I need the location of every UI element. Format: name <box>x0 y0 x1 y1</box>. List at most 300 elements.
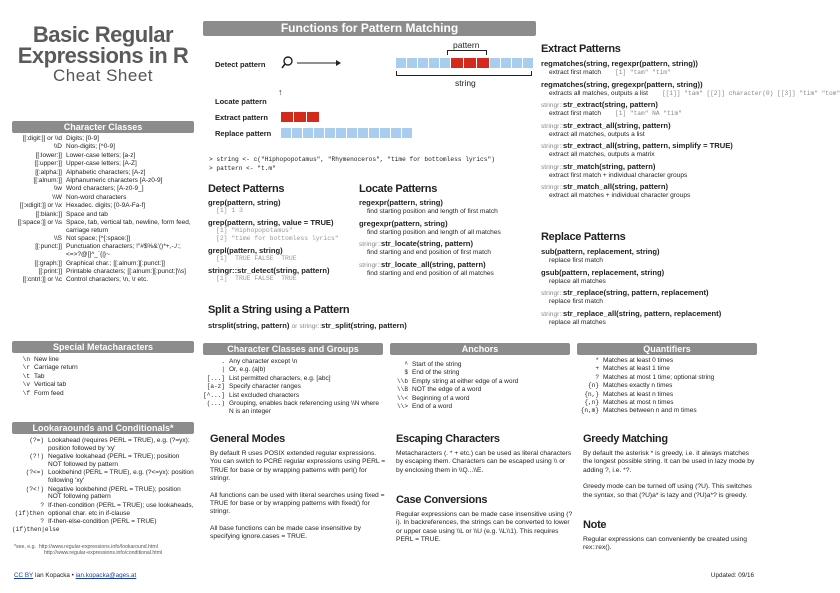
row-value: Empty string at either edge of a word <box>412 377 519 385</box>
pattern-diagram <box>203 38 536 148</box>
pattern-bracket <box>447 50 487 55</box>
table-row <box>12 194 194 202</box>
row-value: Matches at least 1 time <box>603 365 670 373</box>
table-row <box>390 361 570 369</box>
table-row <box>390 386 570 394</box>
row-value: Negative lookbehind (PERL = TRUE); position NOT following pattern <box>48 485 181 501</box>
string-cell <box>380 128 390 138</box>
table-row <box>12 160 194 168</box>
row-key: \n <box>22 356 30 363</box>
description-text: extract first match <box>549 110 602 117</box>
row-key: [^...] <box>203 391 225 399</box>
description-text: find starting position and length of first match <box>367 208 498 215</box>
general-modes-text: By default R uses POSIX extended regular expressions. You can switch to PCRE regular expressions using PERL = TRUE for base or by wrapping patterns with perl() for stringr. All functions can be used with literal searches using fixed = TRUE for base or by wrapping patterns with fixed() for stringr. All base functions can be made case insensitive by specifying ignore.cases = TRUE. <box>210 450 386 541</box>
quantifiers-header: Quantifiers <box>577 343 757 355</box>
function-name: regmatches(string, regexpr(pattern, string)) <box>541 59 698 68</box>
locate-patterns-title: Locate Patterns <box>359 183 438 195</box>
table-row <box>577 374 757 382</box>
function-item <box>541 121 763 139</box>
function-signature <box>541 141 763 151</box>
split-title: Split a String using a Pattern <box>208 304 350 316</box>
row-value: List excluded characters <box>229 391 300 399</box>
description-text: extract all matches, outputs a matrix <box>549 151 655 158</box>
function-name: stringr::str_detect(string, pattern) <box>208 266 330 275</box>
table-row <box>390 395 570 403</box>
row-value: If-then-condition (PERL = TRUE); use lookaheads, optional char. etc in if-clause <box>48 501 194 517</box>
row-value: Lookbehind (PERL = TRUE), e.g. (?<=yx): position following 'xy' <box>48 469 194 485</box>
function-prefix: stringr:: <box>541 184 563 191</box>
table-row <box>12 390 194 398</box>
table-row <box>577 365 757 373</box>
description-text: find starting position and length of all matches <box>367 228 501 236</box>
function-signature <box>541 59 763 69</box>
table-row <box>577 407 757 415</box>
row-value: New line <box>34 356 59 363</box>
row-value: Matches at most n times <box>603 398 674 406</box>
function-item <box>541 162 763 180</box>
table-row <box>12 502 194 518</box>
function-description <box>541 131 763 139</box>
row-value: Grouping, enables back referencing using \\N where N is an integer <box>229 399 379 415</box>
function-description <box>541 319 763 327</box>
function-signature <box>359 198 537 208</box>
function-description <box>541 69 763 77</box>
table-row <box>390 403 570 411</box>
row-key: [[:lower:]] <box>35 151 62 159</box>
row-key: + <box>595 365 599 373</box>
locate-pattern-label: Locate pattern <box>215 97 267 106</box>
function-prefix: stringr:: <box>541 122 563 130</box>
description-text: find starting and end position of first match <box>367 249 491 256</box>
table-row <box>12 211 194 219</box>
function-signature <box>541 100 763 110</box>
row-value: Graphical char.; [[:alnum:][:punct:]] <box>66 259 165 267</box>
table-row <box>577 357 757 365</box>
groups-header: Character Classes and Groups <box>203 343 383 355</box>
row-key: [[:blank:]] <box>35 210 62 218</box>
string-cell <box>396 58 406 68</box>
description-text: find starting and end position of all matches <box>367 269 494 277</box>
function-output: [1] TRUE FALSE TRUE <box>216 255 297 262</box>
replace-patterns-title: Replace Patterns <box>541 231 626 243</box>
anchors-header: Anchors <box>390 343 570 355</box>
function-description <box>359 208 537 216</box>
table-row <box>390 378 570 386</box>
replace-pattern-label: Replace pattern <box>215 129 272 138</box>
function-name: regexpr(pattern, string) <box>359 198 443 207</box>
row-value: Non-word characters <box>66 193 127 201</box>
table-row <box>12 437 194 453</box>
string-cells <box>396 58 534 68</box>
row-key: \f <box>22 389 30 397</box>
magnifier-icon <box>281 56 341 75</box>
function-prefix: stringr:: <box>359 241 381 248</box>
function-description <box>359 249 537 257</box>
author: Ian Kopacka <box>34 572 70 579</box>
function-prefix: stringr:: <box>359 261 381 269</box>
table-row <box>12 364 194 372</box>
function-signature <box>541 288 763 298</box>
table-row <box>203 366 383 374</box>
character-classes-header: Character Classes <box>12 121 194 133</box>
row-value: Matches exactly n times <box>603 382 673 390</box>
replace-patterns-list <box>541 247 763 329</box>
title-line1: Basic Regular <box>32 22 174 47</box>
function-output: [1] "Hiphopopotamus" [2] "time for bottomless lyrics" <box>216 227 339 242</box>
function-name: grepl(pattern, string) <box>208 246 283 255</box>
string-cell <box>523 58 533 68</box>
function-item <box>359 198 537 216</box>
function-name: str_match(string, pattern) <box>562 161 656 171</box>
string-cell <box>440 58 450 68</box>
table-row <box>12 243 194 259</box>
description-text: extracts all matches, outputs a list <box>549 89 648 97</box>
function-description <box>541 278 763 286</box>
row-key: \\B <box>397 386 408 394</box>
row-key: [[:alpha:]] <box>35 168 62 176</box>
function-name: gregexpr(pattern, string) <box>359 218 448 228</box>
string-cell <box>307 112 319 122</box>
table-row <box>12 486 194 502</box>
function-item <box>541 141 763 159</box>
lookarounds-header: Lookaraounds and Conditionals* <box>12 422 194 434</box>
description-text: extract all matches, outputs a list <box>549 130 645 138</box>
table-row <box>577 391 757 399</box>
description-text: replace first match <box>549 298 603 305</box>
functions-header: Functions for Pattern Matching <box>203 21 536 36</box>
function-signature <box>541 162 763 172</box>
row-value: List permitted characters, e.g. [abc] <box>229 374 331 382</box>
row-value: Matches between n and m times <box>603 407 697 415</box>
function-description <box>541 192 763 200</box>
function-prefix: stringr:: <box>541 163 563 171</box>
note-title: Note <box>583 519 607 531</box>
function-name: str_locate_all(string, pattern) <box>380 259 486 269</box>
email-link[interactable]: ian.kopacka@ages.at <box>75 572 137 579</box>
function-signature <box>359 260 537 270</box>
page-title <box>12 24 194 86</box>
case-conversions-text: Regular expressions can be made case insensitive using (?i). In backreferences, the strings can be converted to lower or upper case using \\L or \\U (e.g. \\L\\1). This requires PERL = TRUE. <box>396 511 573 544</box>
table-row <box>12 453 194 469</box>
row-key: \\b <box>397 377 408 385</box>
table-row <box>12 177 194 185</box>
subtitle: Cheat Sheet <box>52 66 153 85</box>
function-prefix: stringr:: <box>541 143 563 150</box>
row-key: ?(if)then|else <box>12 517 60 533</box>
string-bracket <box>396 71 532 76</box>
groups-table <box>203 358 383 416</box>
row-key: ^ <box>404 361 408 368</box>
table-row <box>203 392 383 400</box>
row-value: Start of the string <box>412 361 462 368</box>
row-value: Digits; [0-9] <box>66 135 99 142</box>
function-signature <box>541 80 763 90</box>
row-value: Beginning of a word <box>412 394 470 402</box>
string-cell <box>477 58 489 68</box>
detect-item <box>208 218 358 243</box>
function-description <box>541 89 840 98</box>
function-name: str_locate(string, pattern) <box>380 239 473 248</box>
function-output: [1] "tam" NA "tim" <box>615 110 682 117</box>
table-row <box>12 235 194 243</box>
row-key: [[:upper:]] <box>34 160 62 168</box>
lookaround-note: *see, e.g. http://www.regular-expressions.info/lookaround.html http://www.regular-expressions.info/conditional.html <box>14 544 163 557</box>
function-item <box>541 100 763 118</box>
table-row <box>12 260 194 268</box>
detect-item <box>208 246 358 263</box>
function-signature <box>541 309 763 319</box>
row-value: Specify character ranges <box>229 383 301 391</box>
row-key: \t <box>22 372 30 380</box>
function-name: gsub(pattern, replacement, string) <box>541 267 665 277</box>
row-key: \r <box>22 364 30 372</box>
greedy-matching-text: By default the asterisk * is greedy, i.e. it always matches the longest possible string. It can be used in lazy mode by adding ?, i.e. *?. Greedy mode can be turned off using (?U). This switches the syntax, so that (?U)a* is lazy and (?U)a*? is greedy. <box>583 450 755 499</box>
table-row <box>12 469 194 485</box>
row-key: [...] <box>206 374 225 382</box>
row-key: {n} <box>588 382 599 390</box>
string-cell <box>402 128 412 138</box>
table-row <box>12 202 194 210</box>
special-metacharacters-table <box>12 356 194 398</box>
function-item <box>541 309 763 327</box>
row-key: . <box>221 358 225 365</box>
row-key: (?<!) <box>25 485 44 493</box>
row-value: Word characters; [A-z0-9_] <box>66 185 144 193</box>
extract-pattern-label: Extract pattern <box>215 113 268 122</box>
row-key: ? <box>595 373 599 381</box>
lookarounds-table <box>12 437 194 534</box>
table-row <box>203 358 383 366</box>
string-cell <box>303 128 313 138</box>
row-key: [[:space:]] or \\s <box>17 218 62 226</box>
table-row <box>12 518 194 534</box>
table-row <box>12 169 194 177</box>
row-key: {n,m} <box>580 407 599 415</box>
description-text: extract first match + individual character groups <box>549 171 688 179</box>
extract-patterns-title: Extract Patterns <box>541 43 621 55</box>
string-cell <box>407 58 417 68</box>
extract-patterns-list <box>541 59 840 203</box>
function-name: sub(pattern, replacement, string) <box>541 247 660 256</box>
string-cell <box>501 58 511 68</box>
extract-cells <box>281 112 320 122</box>
split-functions: strsplit(string, pattern) or stringr::str_split(string, pattern) <box>208 321 407 330</box>
string-cell <box>512 58 522 68</box>
row-value: End of a word <box>412 402 453 410</box>
description-text: extract all matches + individual character groups <box>549 192 691 199</box>
function-signature <box>541 247 763 257</box>
row-key: * <box>595 357 599 364</box>
function-item <box>541 288 763 306</box>
function-prefix: stringr:: <box>541 102 563 109</box>
pattern-label: pattern <box>453 40 480 50</box>
function-signature <box>359 219 537 229</box>
table-row <box>12 152 194 160</box>
row-value: Space and tab <box>66 210 108 218</box>
function-output: [1] TRUE FALSE TRUE <box>216 275 297 282</box>
license-link[interactable]: CC BY <box>14 572 34 579</box>
function-signature <box>359 239 537 249</box>
up-arrow-icon: ↑ <box>278 87 283 97</box>
special-metacharacters-header: Special Metacharacters <box>12 341 194 353</box>
row-key: [[:cntrl:]] or \\c <box>22 276 62 284</box>
row-key: \\w <box>53 185 62 193</box>
table-row <box>203 400 383 416</box>
string-cell <box>418 58 428 68</box>
string-cell <box>369 128 379 138</box>
row-key: (?=) <box>29 437 44 444</box>
description-text: replace first match <box>549 257 603 264</box>
string-cell <box>314 128 324 138</box>
string-cell <box>391 128 401 138</box>
row-key: \\S <box>54 235 62 243</box>
table-row <box>577 399 757 407</box>
row-value: Carriage return <box>34 364 78 372</box>
locate-patterns-list <box>359 198 537 280</box>
function-output: [1] "tam" "tim" <box>615 69 671 76</box>
replace-cells <box>281 128 413 138</box>
string-cell <box>281 112 293 122</box>
table-row <box>203 375 383 383</box>
row-value: Upper-case letters; [A-Z] <box>66 160 137 168</box>
table-row <box>203 383 383 391</box>
row-key: \\W <box>52 193 62 201</box>
row-key: $ <box>404 369 408 377</box>
row-key: (...) <box>206 399 225 407</box>
row-value: Lower-case letters; [a-z] <box>66 151 136 159</box>
string-cell <box>281 128 291 138</box>
function-description <box>541 298 763 306</box>
table-row <box>12 268 194 276</box>
row-value: Hexadec. digits; [0-9A-Fa-f] <box>66 202 146 210</box>
table-row <box>390 369 570 377</box>
character-classes-table <box>12 135 194 285</box>
table-row <box>12 381 194 389</box>
string-cell <box>490 58 500 68</box>
function-name: str_replace_all(string, pattern, replacement) <box>562 308 722 318</box>
row-value: Vertical tab <box>34 381 67 389</box>
function-item <box>541 247 763 265</box>
row-value: Tab <box>34 372 45 380</box>
string-cell <box>358 128 368 138</box>
function-signature <box>541 268 763 278</box>
general-modes-title: General Modes <box>210 433 285 445</box>
table-row <box>12 143 194 151</box>
string-label: string <box>455 78 476 88</box>
case-conversions-title: Case Conversions <box>396 494 488 506</box>
function-name: str_match_all(string, pattern) <box>562 182 669 191</box>
function-description <box>541 257 763 265</box>
table-row <box>12 185 194 193</box>
detect-item <box>208 266 358 283</box>
row-key: [[:graph:]] <box>34 259 62 267</box>
anchors-table <box>390 361 570 411</box>
function-name: str_extract(string, pattern) <box>562 100 658 109</box>
row-value: Alphabetic characters; [A-z] <box>66 168 146 176</box>
table-row <box>12 135 194 143</box>
row-key: \\< <box>397 394 408 402</box>
row-value: Printable characters; [[:alnum:][:punct:]\\s] <box>66 268 186 276</box>
updated-date: Updated: 09/16 <box>710 572 754 579</box>
row-value: End of the string <box>412 369 460 377</box>
string-cell <box>325 128 335 138</box>
lookaround-link[interactable]: http://www.regular-expressions.info/lookaround.html <box>38 544 158 550</box>
function-description <box>541 172 763 180</box>
string-cell <box>464 58 476 68</box>
row-key: [[:xdigit:]] or \\x <box>19 202 62 210</box>
description-text: replace all matches <box>549 318 606 326</box>
quantifiers-table <box>577 357 757 416</box>
function-name: grep(pattern, string, value = TRUE) <box>208 218 334 227</box>
string-cell <box>451 58 463 68</box>
escaping-text: Metacharacters (. * + etc.) can be used as literal characters by escaping them. Characters can be escaped using \\ or by enclosing them in \\Q...\\E. <box>396 450 572 474</box>
row-key: {,n} <box>584 398 599 406</box>
title-line2: Expressions in R <box>17 43 189 68</box>
function-item <box>359 260 537 278</box>
row-value: Or, e.g. (a|b) <box>229 366 266 374</box>
table-row <box>12 373 194 381</box>
code-line-1: > string <- c("Hiphopopotamus", "Rhymenoceros", "time for bottomless lyrics") <box>209 156 495 163</box>
function-name: grep(pattern, string) <box>208 198 281 207</box>
row-key: [[:punct:]] <box>35 243 62 251</box>
row-key: \\> <box>397 402 408 410</box>
row-value: Alphanumeric characters [A-z0-9] <box>66 176 163 184</box>
row-value: If-then-else-condition (PERL = TRUE) <box>48 517 157 525</box>
function-signature <box>541 121 763 131</box>
footer: CC BY Ian Kopacka • ian.kopacka@ages.at Updated: 09/16 <box>14 572 754 579</box>
row-value: Any character except \n <box>229 358 298 365</box>
code-block <box>209 155 536 173</box>
row-key: \v <box>22 381 30 389</box>
detect-item <box>208 198 358 215</box>
function-prefix: stringr:: <box>541 290 563 297</box>
row-value: Non-digits; [^0-9] <box>66 143 115 151</box>
row-key: [a-z] <box>206 383 225 391</box>
function-item <box>359 219 537 237</box>
row-value: Control characters; \n, \r etc. <box>66 276 149 284</box>
row-value: Matches at most 1 time; optional string <box>603 373 715 381</box>
row-key: [[:alnum:]] <box>33 176 62 184</box>
function-name: str_extract_all(string, pattern, simplify = TRUE) <box>562 141 733 150</box>
conditional-link[interactable]: http://www.regular-expressions.info/conditional.html <box>44 550 163 557</box>
function-description <box>541 110 763 118</box>
function-item <box>541 182 763 200</box>
string-cell <box>336 128 346 138</box>
row-value: Lookahead (requires PERL = TRUE), e.g. (?=yx): position followed by 'xy' <box>48 437 190 452</box>
code-line-2: > pattern <- "t.m" <box>209 165 276 172</box>
function-name: regmatches(string, gregexpr(pattern, string)) <box>541 79 703 89</box>
note-text: Regular expressions can conveniently be created using rex::rex(). <box>583 536 747 552</box>
row-value: Matches at least 0 times <box>603 357 674 364</box>
row-key: (?!) <box>29 453 44 461</box>
function-signature <box>541 182 763 192</box>
row-value: Negative lookahead (PERL = TRUE); position NOT followed by pattern <box>48 453 180 468</box>
greedy-matching-title: Greedy Matching <box>583 433 668 445</box>
function-output: [1] 1 3 <box>216 207 243 214</box>
table-row <box>12 356 194 364</box>
row-key: [[:print:]] <box>38 268 62 276</box>
escaping-title: Escaping Characters <box>396 433 500 445</box>
row-value: Form feed <box>34 389 64 397</box>
detect-patterns-list <box>208 198 358 286</box>
function-name: str_extract_all(string, pattern) <box>562 120 671 130</box>
table-row <box>12 219 194 235</box>
string-cell <box>292 128 302 138</box>
row-key: | <box>221 366 225 374</box>
detect-patterns-title: Detect Patterns <box>208 183 285 195</box>
function-description <box>359 229 537 237</box>
row-key: {n,} <box>584 390 599 398</box>
